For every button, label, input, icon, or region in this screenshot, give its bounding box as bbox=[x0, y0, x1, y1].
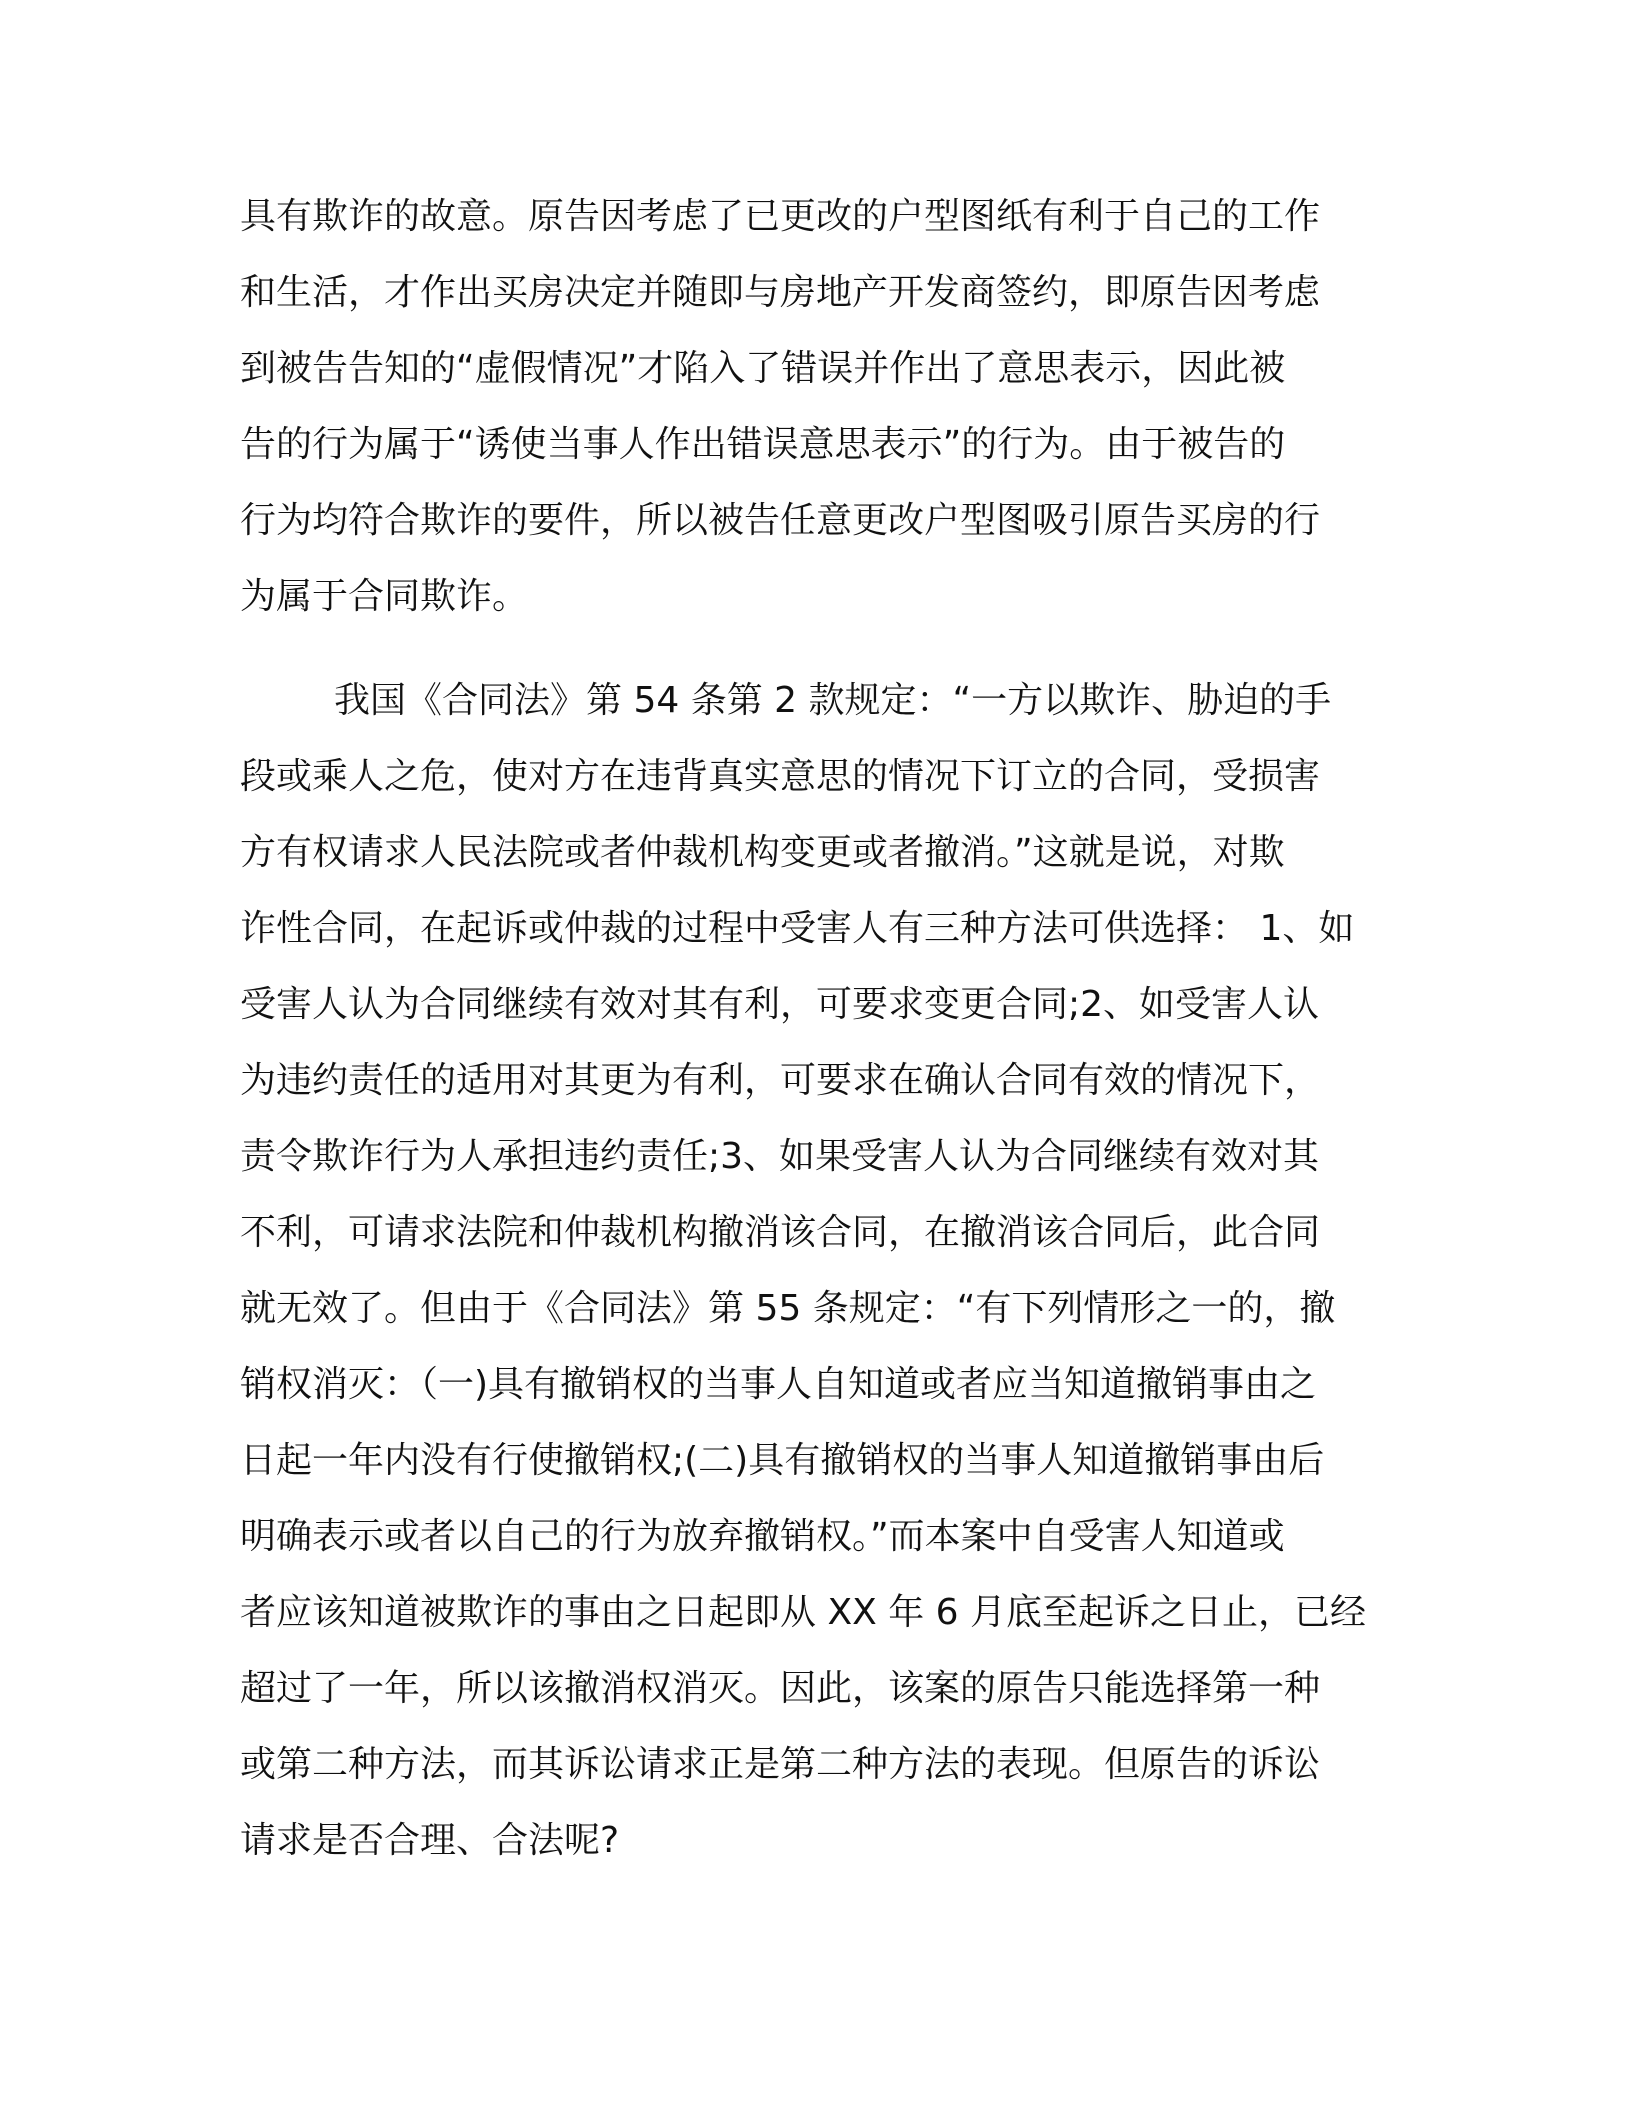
paragraph-2-line: 超过了一年，所以该撤消权消灭。因此，该案的原告只能选择第一种 bbox=[240, 1668, 1321, 1709]
paragraph-1-line: 具有欺诈的故意。原告因考虑了已更改的户型图纸有利于自己的工作 bbox=[240, 196, 1321, 237]
paragraph-1-line: 告的行为属于“诱使当事人作出错误意思表示”的行为。由于被告的 bbox=[240, 424, 1286, 465]
paragraph-2-line: 者应该知道被欺诈的事由之日起即从 XX 年 6 月底至起诉之日止，已经 bbox=[240, 1592, 1367, 1633]
paragraph-2-line: 方有权请求人民法院或者仲裁机构变更或者撤消。”这就是说，对欺 bbox=[240, 832, 1285, 873]
paragraph-2-line: 不利，可请求法院和仲裁机构撤消该合同，在撤消该合同后，此合同 bbox=[240, 1212, 1321, 1253]
paragraph-2-line: 责令欺诈行为人承担违约责任;3、如果受害人认为合同继续有效对其 bbox=[240, 1136, 1320, 1177]
paragraph-2-line: 就无效了。但由于《合同法》第 55 条规定：“有下列情形之一的，撤 bbox=[240, 1288, 1336, 1329]
paragraph-2-line: 或第二种方法，而其诉讼请求正是第二种方法的表现。但原告的诉讼 bbox=[240, 1744, 1321, 1785]
paragraph-2-line: 受害人认为合同继续有效对其有利，可要求变更合同;2、如受害人认 bbox=[240, 984, 1320, 1025]
paragraph-2-line: 我国《合同法》第 54 条第 2 款规定：“一方以欺诈、胁迫的手 bbox=[334, 680, 1332, 721]
paragraph-2-line: 明确表示或者以自己的行为放弃撤销权。”而本案中自受害人知道或 bbox=[240, 1516, 1285, 1557]
paragraph-2-line: 日起一年内没有行使撤销权;(二)具有撤销权的当事人知道撤销事由后 bbox=[240, 1440, 1325, 1481]
paragraph-1-line: 和生活，才作出买房决定并随即与房地产开发商签约，即原告因考虑 bbox=[240, 272, 1321, 313]
paragraph-2-line: 段或乘人之危，使对方在违背真实意思的情况下订立的合同，受损害 bbox=[240, 756, 1321, 797]
paragraph-1-line: 为属于合同欺诈。 bbox=[240, 576, 529, 617]
paragraph-2-line: 为违约责任的适用对其更为有利，可要求在确认合同有效的情况下， bbox=[240, 1060, 1321, 1101]
paragraph-2-line: 诈性合同，在起诉或仲裁的过程中受害人有三种方法可供选择： 1、如 bbox=[240, 908, 1355, 949]
paragraph-2-line: 请求是否合理、合法呢? bbox=[240, 1820, 620, 1861]
paragraph-2-line: 销权消灭：（一)具有撤销权的当事人自知道或者应当知道撤销事由之 bbox=[240, 1364, 1317, 1405]
paragraph-1-line: 到被告告知的“虚假情况”才陷入了错误并作出了意思表示，因此被 bbox=[240, 348, 1286, 389]
paragraph-1-line: 行为均符合欺诈的要件，所以被告任意更改户型图吸引原告买房的行 bbox=[240, 500, 1321, 541]
